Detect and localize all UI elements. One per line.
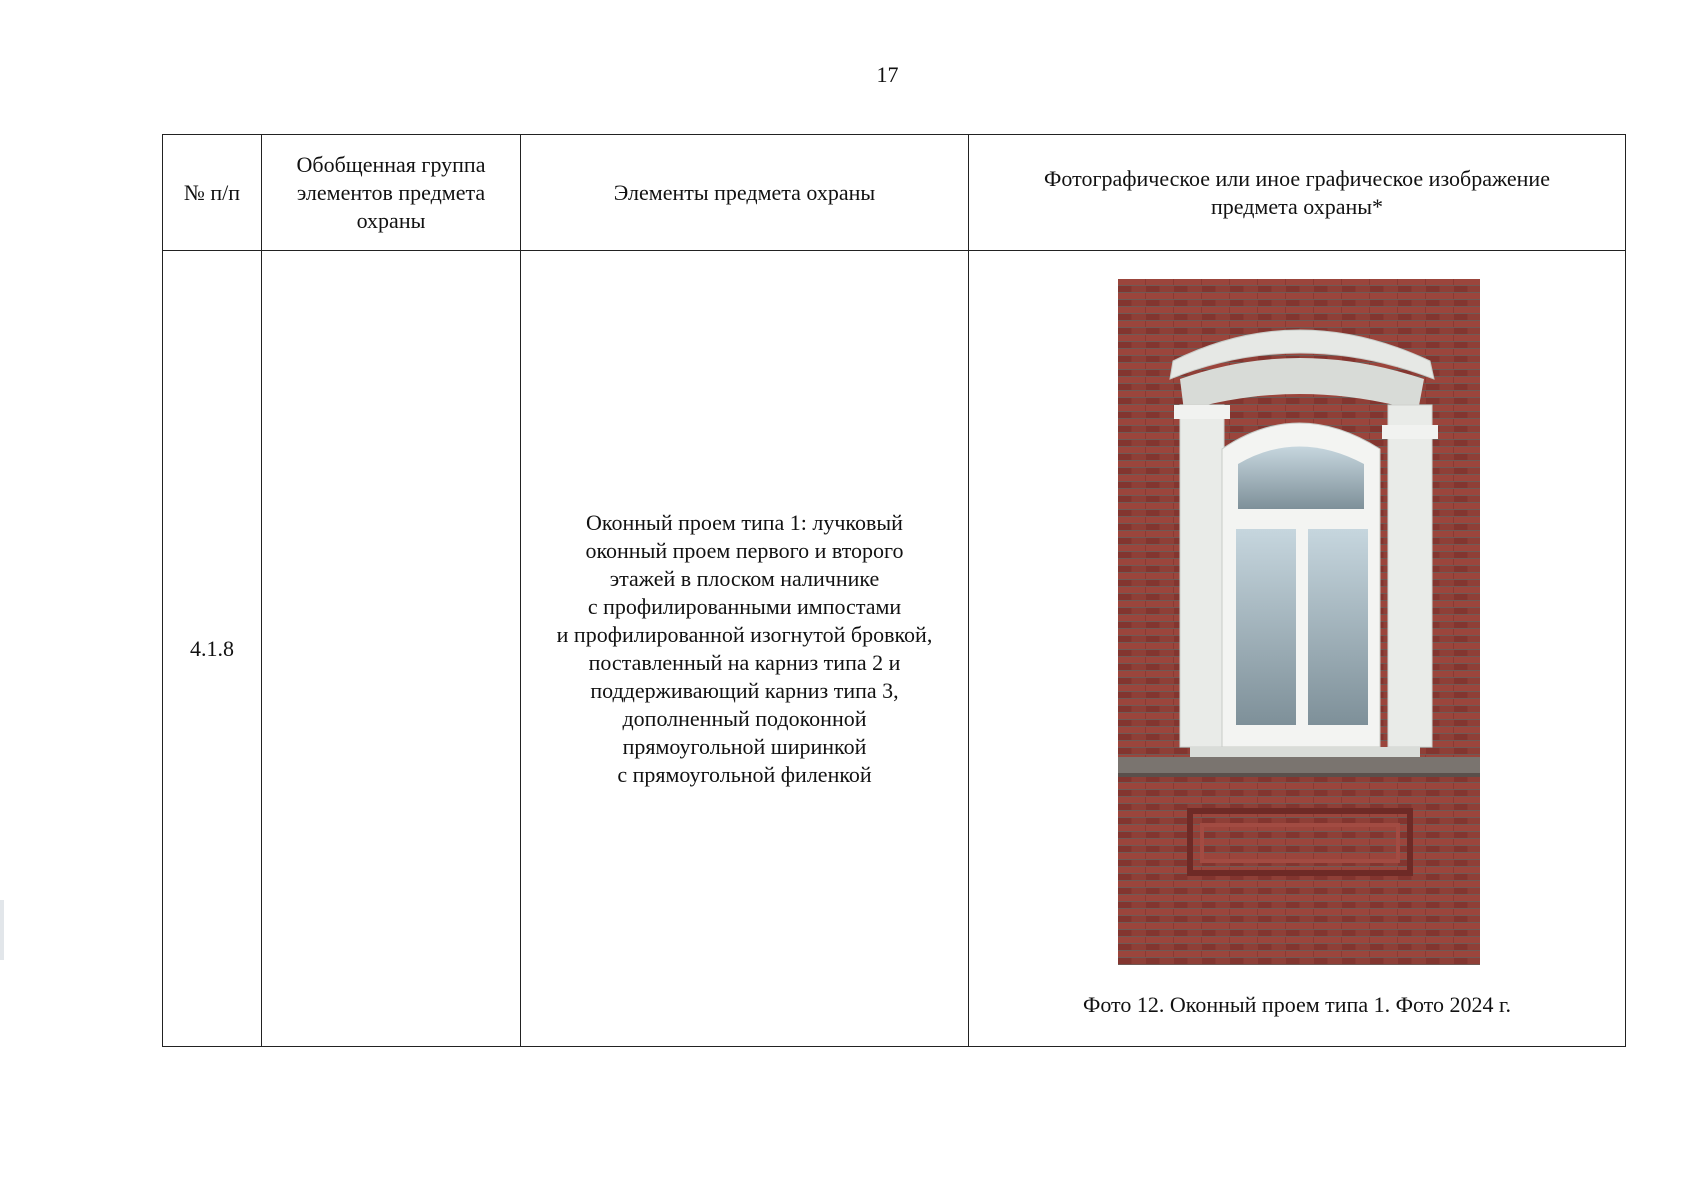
header-num: № п/п — [163, 135, 262, 251]
description-text — [529, 509, 960, 789]
description-line: дополненный подоконной — [622, 705, 867, 731]
description-line: оконный проем первого и второго — [585, 537, 904, 563]
description-line: поддерживающий карниз типа 3, — [590, 677, 899, 703]
description-line: Оконный проем типа 1: лучковый — [586, 509, 903, 535]
protection-subject-table — [162, 134, 1626, 1047]
description-line: с прямоугольной филенкой — [617, 761, 872, 787]
header-group: Обобщенная группа элементов предмета охраны — [262, 135, 521, 251]
scan-edge-mark — [0, 900, 4, 960]
table-row — [163, 251, 1626, 1047]
description-line: и профилированной изогнутой бровкой, — [556, 621, 933, 647]
window-photo-image — [1118, 279, 1480, 965]
description-line: прямоугольной ширинкой — [622, 733, 867, 759]
header-image: Фотографическое или иное графическое изображение предмета охраны* — [969, 135, 1626, 251]
header-elements: Элементы предмета охраны — [521, 135, 969, 251]
row-group — [262, 251, 521, 1047]
page-number: 17 — [876, 62, 899, 87]
description-line: поставленный на карниз типа 2 и — [588, 649, 901, 675]
description-line: этажей в плоском наличнике — [609, 565, 880, 591]
photo-caption: Фото 12. Оконный проем типа 1. Фото 2024 г. — [1082, 992, 1512, 1017]
window-photo — [1118, 279, 1480, 965]
table-header-row — [163, 135, 1626, 251]
row-num: 4.1.8 — [163, 251, 262, 1047]
row-description — [521, 251, 969, 1047]
description-line: с профилированными импостами — [587, 593, 902, 619]
row-photo-cell — [969, 251, 1626, 1047]
